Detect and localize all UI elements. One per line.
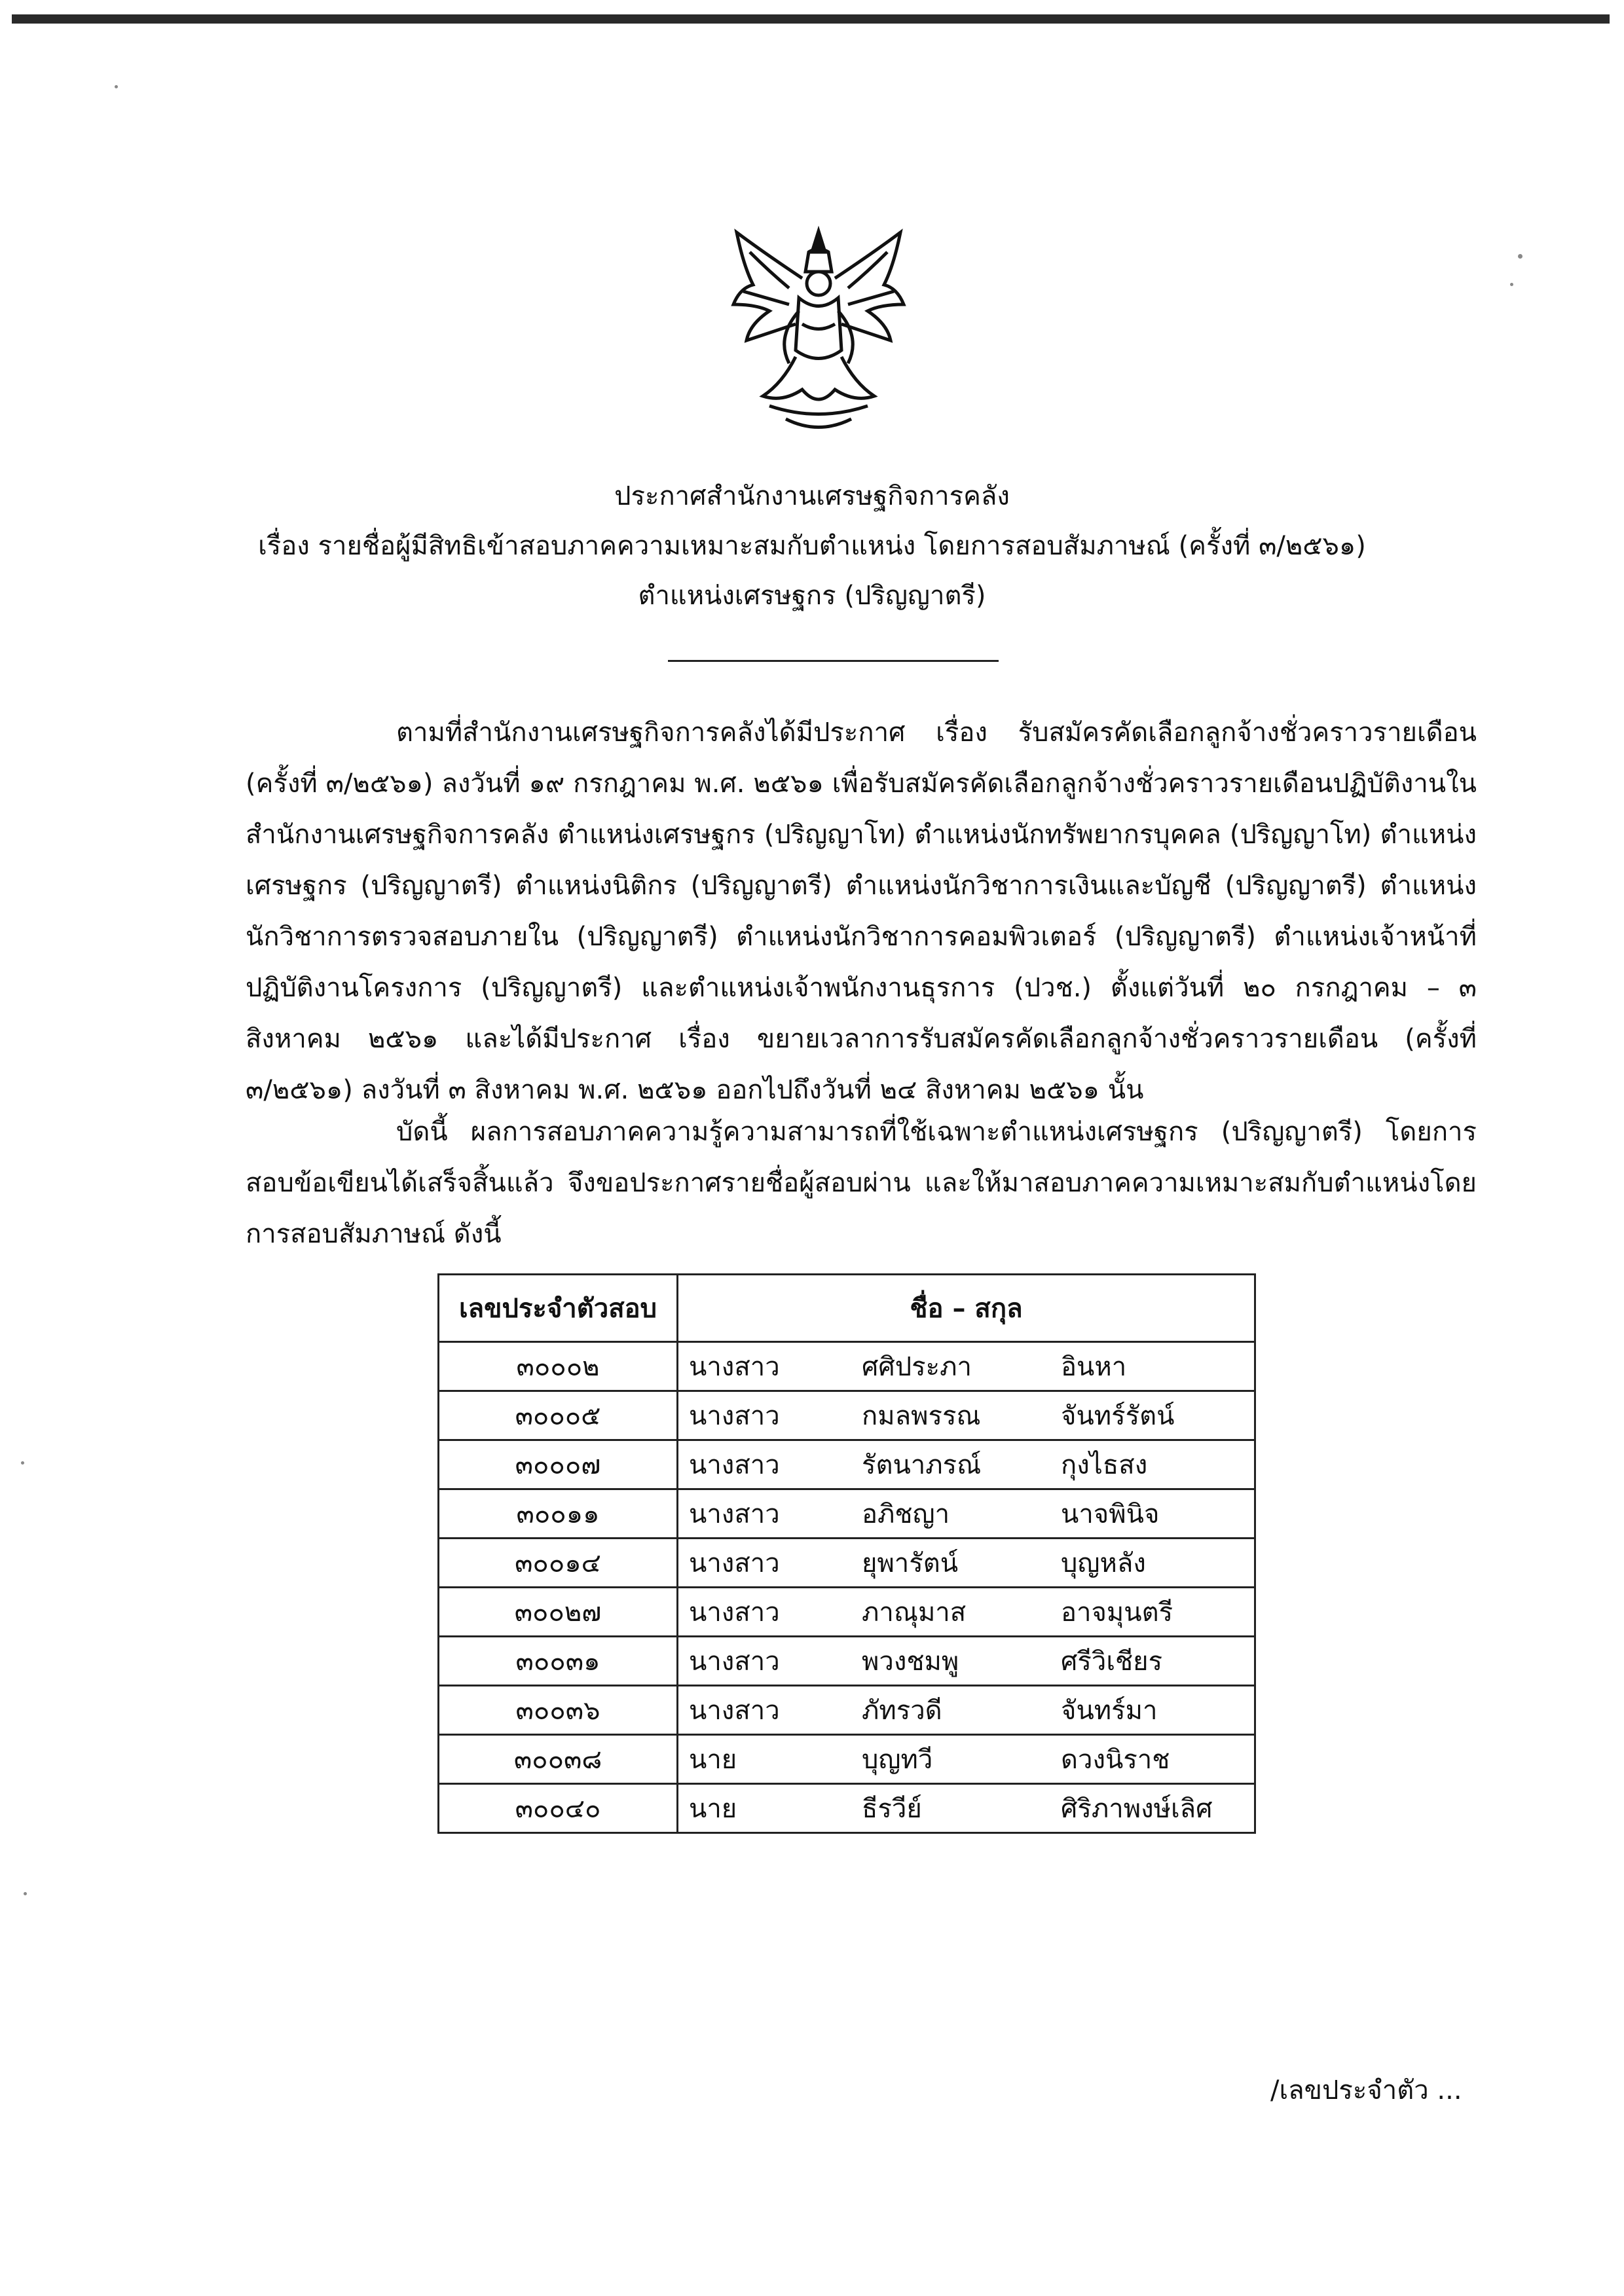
first-name-cell: ภัทรวดี (851, 1686, 1050, 1735)
name-prefix-cell: นางสาว (678, 1588, 852, 1637)
last-name-cell: ศรีวิเชียร (1050, 1637, 1255, 1686)
table-row (439, 1440, 1255, 1489)
table-row (439, 1588, 1255, 1637)
body-paragraph-1: ตามที่สำนักงานเศรษฐกิจการคลังได้มีประกาศ เรื่อง รับสมัครคัดเลือกลูกจ้างชั่วคราวรายเดือน (ครั้งที่ ๓/๒๕๖๑) ลงวันที่ ๑๙ กรกฎาคม พ.ศ. ๒๕๖๑ เพื่อรับสมัครคัดเลือกลูกจ้างชั่วคราวรายเดือนปฏิบัติงานในสำนักงานเศรษฐกิจการคลัง ตำแหน่งเศรษฐกร (ปริญญาโท) ตำแหน่งนักทรัพยากรบุคคล (ปริญญาโท) ตำแหน่งเศรษฐกร (ปริญญาตรี) ตำแหน่งนิติกร (ปริญญาตรี) ตำแหน่งนักวิชาการเงินและบัญชี (ปริญญาตรี) ตำแหน่งนักวิชาการตรวจสอบภายใน (ปริญญาตรี) ตำแหน่งนักวิชาการคอมพิวเตอร์ (ปริญญาตรี) ตำแหน่งเจ้าหน้าที่ปฏิบัติงานโครงการ (ปริญญาตรี) และตำแหน่งเจ้าพนักงานธุรการ (ปวช.) ตั้งแต่วันที่ ๒๐ กรกฎาคม – ๓ สิงหาคม ๒๕๖๑ และได้มีประกาศ เรื่อง ขยายเวลาการรับสมัครคัดเลือกลูกจ้างชั่วคราวรายเดือน (ครั้งที่ ๓/๒๕๖๑) ลงวันที่ ๓ สิงหาคม พ.ศ. ๒๕๖๑ ออกไปถึงวันที่ ๒๔ สิงหาคม ๒๕๖๑ นั้น (246, 718, 1477, 1105)
top-border (12, 14, 1610, 24)
title-divider (668, 660, 999, 662)
first-name-cell: ยุพารัตน์ (851, 1539, 1050, 1588)
scan-speck (24, 1892, 27, 1895)
first-name-cell: ธีรวีย์ (851, 1784, 1050, 1833)
name-prefix-cell: นางสาว (678, 1440, 852, 1489)
last-name-cell: ศิริภาพงษ์เลิศ (1050, 1784, 1255, 1833)
table-row (439, 1489, 1255, 1539)
table-row (439, 1342, 1255, 1391)
table-row (439, 1735, 1255, 1784)
first-name-cell: ภาณุมาส (851, 1588, 1050, 1637)
last-name-cell: จันทร์มา (1050, 1686, 1255, 1735)
exam-id-cell: ๓๐๐๓๖ (439, 1686, 678, 1735)
exam-id-cell: ๓๐๐๐๒ (439, 1342, 678, 1391)
first-name-cell: อภิชญา (851, 1489, 1050, 1539)
exam-id-cell: ๓๐๐๓๘ (439, 1735, 678, 1784)
name-prefix-cell: นางสาว (678, 1637, 852, 1686)
name-prefix-cell: นาย (678, 1735, 852, 1784)
exam-id-cell: ๓๐๐๑๑ (439, 1489, 678, 1539)
announcement-subject: เรื่อง รายชื่อผู้มีสิทธิเข้าสอบภาคความเหมาะสมกับตำแหน่ง โดยการสอบสัมภาษณ์ (ครั้งที่ ๓/๒๕๖๑) (258, 531, 1366, 561)
name-prefix-cell: นางสาว (678, 1539, 852, 1588)
last-name-cell: จันทร์รัตน์ (1050, 1391, 1255, 1440)
exam-id-cell: ๓๐๐๑๔ (439, 1539, 678, 1588)
table-row (439, 1539, 1255, 1588)
candidate-table (437, 1273, 1256, 1834)
name-prefix-cell: นางสาว (678, 1342, 852, 1391)
table-header-row (439, 1275, 1255, 1342)
exam-id-cell: ๓๐๐๔๐ (439, 1784, 678, 1833)
exam-id-cell: ๓๐๐๒๗ (439, 1588, 678, 1637)
last-name-cell: บุญหลัง (1050, 1539, 1255, 1588)
scan-speck (115, 85, 118, 88)
last-name-cell: อินหา (1050, 1342, 1255, 1391)
scan-speck (1518, 254, 1522, 259)
first-name-cell: กมลพรรณ (851, 1391, 1050, 1440)
scan-speck (1510, 283, 1513, 286)
scan-speck (21, 1461, 24, 1465)
name-prefix-cell: นางสาว (678, 1686, 852, 1735)
continuation-note: /เลขประจำตัว ... (1270, 2075, 1462, 2105)
table-row (439, 1391, 1255, 1440)
body-paragraph-2: บัดนี้ ผลการสอบภาคความรู้ความสามารถที่ใช้เฉพาะตำแหน่งเศรษฐกร (ปริญญาตรี) โดยการสอบข้อเขียนได้เสร็จสิ้นแล้ว จึงขอประกาศรายชื่อผู้สอบผ่าน และให้มาสอบภาคความเหมาะสมกับตำแหน่งโดยการสอบสัมภาษณ์ ดังนี้ (246, 1117, 1477, 1249)
first-name-cell: รัตนาภรณ์ (851, 1440, 1050, 1489)
table-row (439, 1686, 1255, 1735)
exam-id-cell: ๓๐๐๓๑ (439, 1637, 678, 1686)
first-name-cell: พวงชมพู (851, 1637, 1050, 1686)
table-row (439, 1784, 1255, 1833)
last-name-cell: อาจมุนตรี (1050, 1588, 1255, 1637)
last-name-cell: ดวงนิราช (1050, 1735, 1255, 1784)
announcement-title (0, 471, 1624, 621)
name-prefix-cell: นางสาว (678, 1489, 852, 1539)
exam-id-cell: ๓๐๐๐๕ (439, 1391, 678, 1440)
name-prefix-cell: นาย (678, 1784, 852, 1833)
announcement-issuer: ประกาศสำนักงานเศรษฐกิจการคลัง (614, 481, 1010, 511)
announcement-position: ตำแหน่งเศรษฐกร (ปริญญาตรี) (638, 581, 986, 611)
first-name-cell: ศศิประภา (851, 1342, 1050, 1391)
last-name-cell: กุงไธสง (1050, 1440, 1255, 1489)
exam-id-cell: ๓๐๐๐๗ (439, 1440, 678, 1489)
header-full-name: ชื่อ – สกุล (678, 1275, 1255, 1342)
table-body (439, 1342, 1255, 1833)
last-name-cell: นาจพินิจ (1050, 1489, 1255, 1539)
first-name-cell: บุญทวี (851, 1735, 1050, 1784)
name-prefix-cell: นางสาว (678, 1391, 852, 1440)
garuda-emblem-icon (724, 226, 913, 442)
header-exam-id: เลขประจำตัวสอบ (439, 1275, 678, 1342)
table-row (439, 1637, 1255, 1686)
